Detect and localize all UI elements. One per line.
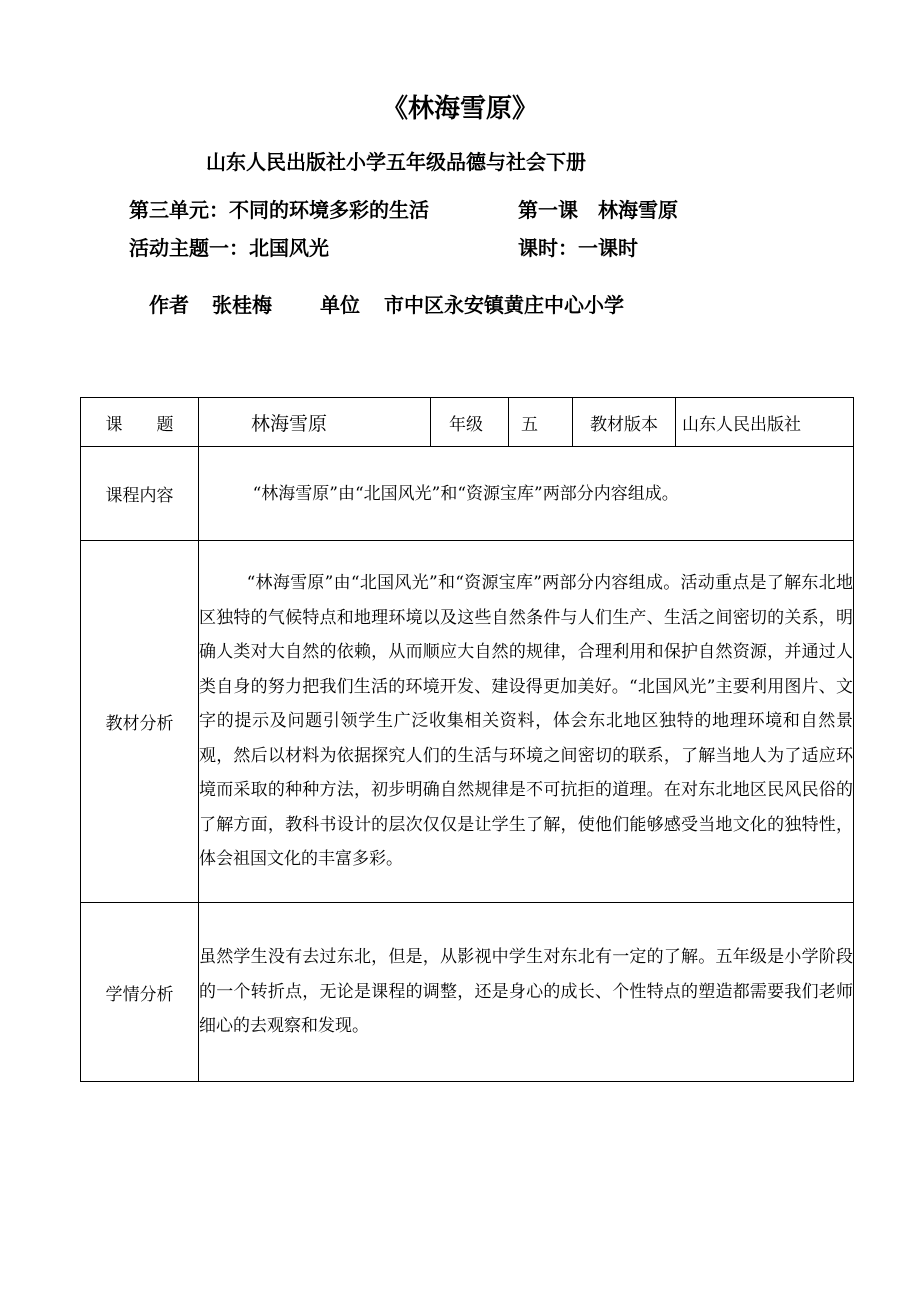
unit-label: 单位 (320, 293, 360, 317)
analysis-text: “林海雪原”由“北国风光”和“资源宝库”两部分内容组成。活动重点是了解东北地区独特的气候特点和地理环境以及这些自然条件与人们生产、生活之间密切的关系，明确人类对大自然的依赖，从而顺应大自然的规律，合理利用和保护自然资源，并通过人类自身的努力把我们生活的环境开发、建设得更加美好。“北国风光”主要利用图片、文字的提示及问题引领学生广泛收集相关资料，体会东北地区独特的地理环境和自然景观，然后以材料为依据探究人们的生活与环境之间密切的联系，了解当地人为了适应环境而采取的种种方法，初步明确自然规律是不可抗拒的道理。在对东北地区民风民俗的了解方面，教科书设计的层次仅仅是让学生了解，使他们能够感受当地文化的独特性，体会祖国文化的丰富多彩。 (199, 541, 854, 903)
lesson-line: 第一课 林海雪原 (518, 198, 678, 222)
edition-label: 教材版本 (573, 398, 676, 447)
period-line: 课时：一课时 (518, 236, 638, 260)
students-label: 学情分析 (81, 903, 199, 1082)
grade-label: 年级 (431, 398, 509, 447)
unit-line: 第三单元：不同的环境多彩的生活 (129, 198, 429, 222)
document-subtitle: 山东人民出版社小学五年级品德与社会下册 (206, 150, 586, 174)
school-name: 市中区永安镇黄庄中心小学 (384, 293, 624, 317)
analysis-label: 教材分析 (81, 541, 199, 903)
grade-value: 五 (509, 398, 573, 447)
author-label: 作者 (149, 293, 189, 317)
table-row (81, 903, 854, 1082)
topic-label: 课 题 (81, 398, 199, 447)
topic-value: 林海雪原 (199, 398, 431, 447)
edition-value: 山东人民出版社 (676, 398, 854, 447)
table-row (81, 447, 854, 541)
content-label: 课程内容 (81, 447, 199, 541)
table-row (81, 541, 854, 903)
theme-line: 活动主题一：北国风光 (129, 236, 329, 260)
content-text: “林海雪原”由“北国风光”和“资源宝库”两部分内容组成。 (199, 447, 854, 541)
author-name: 张桂梅 (212, 293, 272, 317)
lesson-table (80, 397, 854, 1082)
table-row (81, 398, 854, 447)
document-title: 《林海雪原》 (381, 94, 538, 124)
students-text: 虽然学生没有去过东北，但是，从影视中学生对东北有一定的了解。五年级是小学阶段的一个转折点，无论是课程的调整，还是身心的成长、个性特点的塑造都需要我们老师细心的去观察和发现。 (199, 903, 854, 1082)
